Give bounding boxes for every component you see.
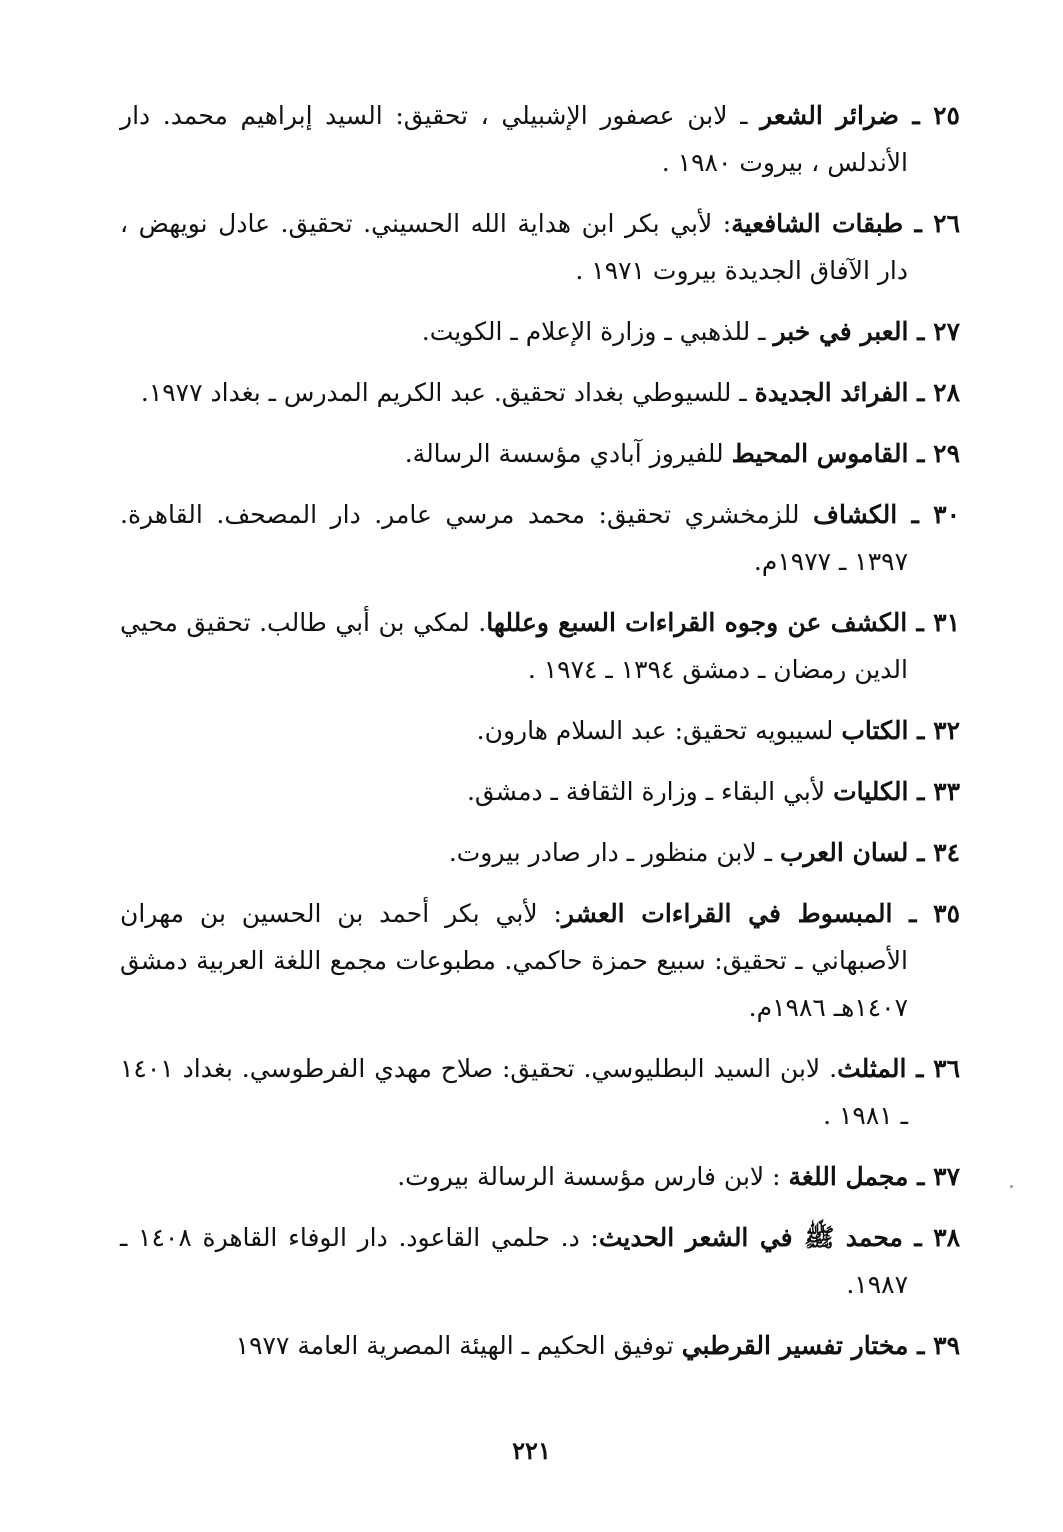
bibliography-list	[120, 92, 960, 1383]
entry-number: ٣٣	[933, 777, 960, 806]
entry-number: ٣٧	[933, 1162, 960, 1191]
entry-details: ـ للذهبي ـ وزارة الإعلام ـ الكويت.	[421, 317, 774, 346]
entry-dash: ـ	[908, 317, 934, 346]
page-number: ٢٢١	[512, 1436, 551, 1465]
entry-number: ٢٥	[933, 101, 960, 130]
bibliography-entry	[120, 890, 960, 1031]
bibliography-entry	[120, 1214, 960, 1308]
entry-dash: ـ	[908, 1331, 934, 1360]
entry-details: ـ لابن عصفور الإشبيلي ، تحقيق: السيد إبراهيم محمد. دار الأندلس ، بيروت ١٩٨٠ .	[120, 101, 908, 177]
entry-title: الكليات	[833, 777, 909, 806]
bibliography-entry	[120, 599, 960, 693]
entry-details: : د. حلمي القاعود. دار الوفاء القاهرة ١٤٠٨ ـ ١٩٨٧.	[120, 1223, 908, 1299]
entry-dash: ـ	[908, 777, 934, 806]
bibliography-entry	[120, 1153, 960, 1200]
entry-title: الكشف عن وجوه القراءات السبع وعللها	[486, 608, 908, 637]
entry-details: . لمكي بن أبي طالب. تحقيق محيي الدين رمضان ـ دمشق ١٣٩٤ ـ ١٩٧٤ .	[120, 608, 908, 684]
entry-details: للفيروز آبادي مؤسسة الرسالة.	[404, 439, 732, 468]
entry-number: ٢٩	[933, 439, 960, 468]
entry-number: ٣٩	[933, 1331, 960, 1360]
entry-dash: ـ	[907, 608, 934, 637]
entry-details: للزمخشري تحقيق: محمد مرسي عامر. دار المصحف. القاهرة. ١٣٩٧ ـ ١٩٧٧م.	[120, 500, 908, 576]
bibliography-entry	[120, 768, 960, 815]
entry-details: : لابن فارس مؤسسة الرسالة بيروت.	[397, 1162, 789, 1191]
entry-number: ٢٧	[933, 317, 960, 346]
bibliography-entry	[120, 829, 960, 876]
entry-details: ـ للسيوطي بغداد تحقيق. عبد الكريم المدرس ـ بغداد ١٩٧٧.	[140, 378, 755, 407]
bibliography-entry	[120, 369, 960, 416]
entry-title: القاموس المحيط	[731, 439, 909, 468]
entry-dash: ـ	[898, 101, 934, 130]
entry-title: الكشاف	[813, 500, 898, 529]
entry-dash: ـ	[908, 378, 934, 407]
entry-details: : لأبي بكر أحمد بن الحسين بن مهران الأصبهاني ـ تحقيق: سبيع حمزة حاكمي. مطبوعات مجمع اللغة العربية دمشق ١٤٠٧هـ ١٩٨٦م.	[120, 899, 908, 1022]
bibliography-entry	[120, 1322, 960, 1369]
bibliography-entry	[120, 491, 960, 585]
entry-details: لأبي البقاء ـ وزارة الثقافة ـ دمشق.	[466, 777, 834, 806]
entry-title: العبر في خبر	[773, 317, 909, 346]
entry-dash: ـ	[908, 1162, 934, 1191]
entry-number: ٢٦	[933, 209, 961, 238]
entry-dash: ـ	[908, 439, 934, 468]
entry-number: ٣٠	[933, 500, 960, 529]
entry-title: محمد ﷺ في الشعر الحديث	[598, 1223, 903, 1252]
entry-title: الفرائد الجديدة	[754, 378, 909, 407]
entry-dash: ـ	[906, 1054, 934, 1083]
entry-title: لسان العرب	[779, 838, 909, 867]
bibliography-entry	[120, 707, 960, 754]
bibliography-entry	[120, 308, 960, 355]
bibliography-entry	[120, 92, 960, 186]
entry-number: ٢٨	[933, 378, 960, 407]
entry-details: . لابن السيد البطليوسي. تحقيق: صلاح مهدي الفرطوسي. بغداد ١٤٠١ ـ ١٩٨١ .	[120, 1054, 908, 1130]
bibliography-entry	[120, 430, 960, 477]
entry-dash: ـ	[902, 1223, 934, 1252]
entry-title: مختار تفسير القرطبي	[681, 1331, 909, 1360]
entry-number: ٣٨	[933, 1223, 960, 1252]
bibliography-entry	[120, 200, 960, 294]
bibliography-entry	[120, 1045, 960, 1139]
entry-dash: ـ	[897, 500, 934, 529]
entry-title: ضرائر الشعر	[760, 101, 899, 130]
entry-title: المثلث	[837, 1054, 907, 1083]
entry-dash: ـ	[892, 899, 934, 928]
scan-speck	[1010, 1185, 1013, 1188]
entry-details: : لأبي بكر ابن هداية الله الحسيني. تحقيق. عادل نويهض ، دار الآفاق الجديدة بيروت ١٩٧١ .	[120, 209, 908, 285]
entry-title: طبقات الشافعية	[731, 209, 904, 238]
entry-dash: ـ	[908, 716, 934, 745]
entry-number: ٣٦	[933, 1054, 960, 1083]
entry-number: ٣٥	[933, 899, 960, 928]
entry-number: ٣٤	[933, 838, 960, 867]
entry-title: مجمل اللغة	[788, 1162, 909, 1191]
entry-number: ٣١	[933, 608, 960, 637]
entry-number: ٣٢	[933, 716, 960, 745]
entry-dash: ـ	[903, 209, 934, 238]
entry-dash: ـ	[908, 838, 934, 867]
entry-title: الكتاب	[841, 716, 909, 745]
entry-details: لسيبويه تحقيق: عبد السلام هارون.	[476, 716, 842, 745]
entry-title: المبسوط في القراءات العشر	[561, 899, 893, 928]
entry-details: توفيق الحكيم ـ الهيئة المصرية العامة ١٩٧٧	[235, 1331, 682, 1360]
entry-details: ـ لابن منظور ـ دار صادر بيروت.	[448, 838, 780, 867]
